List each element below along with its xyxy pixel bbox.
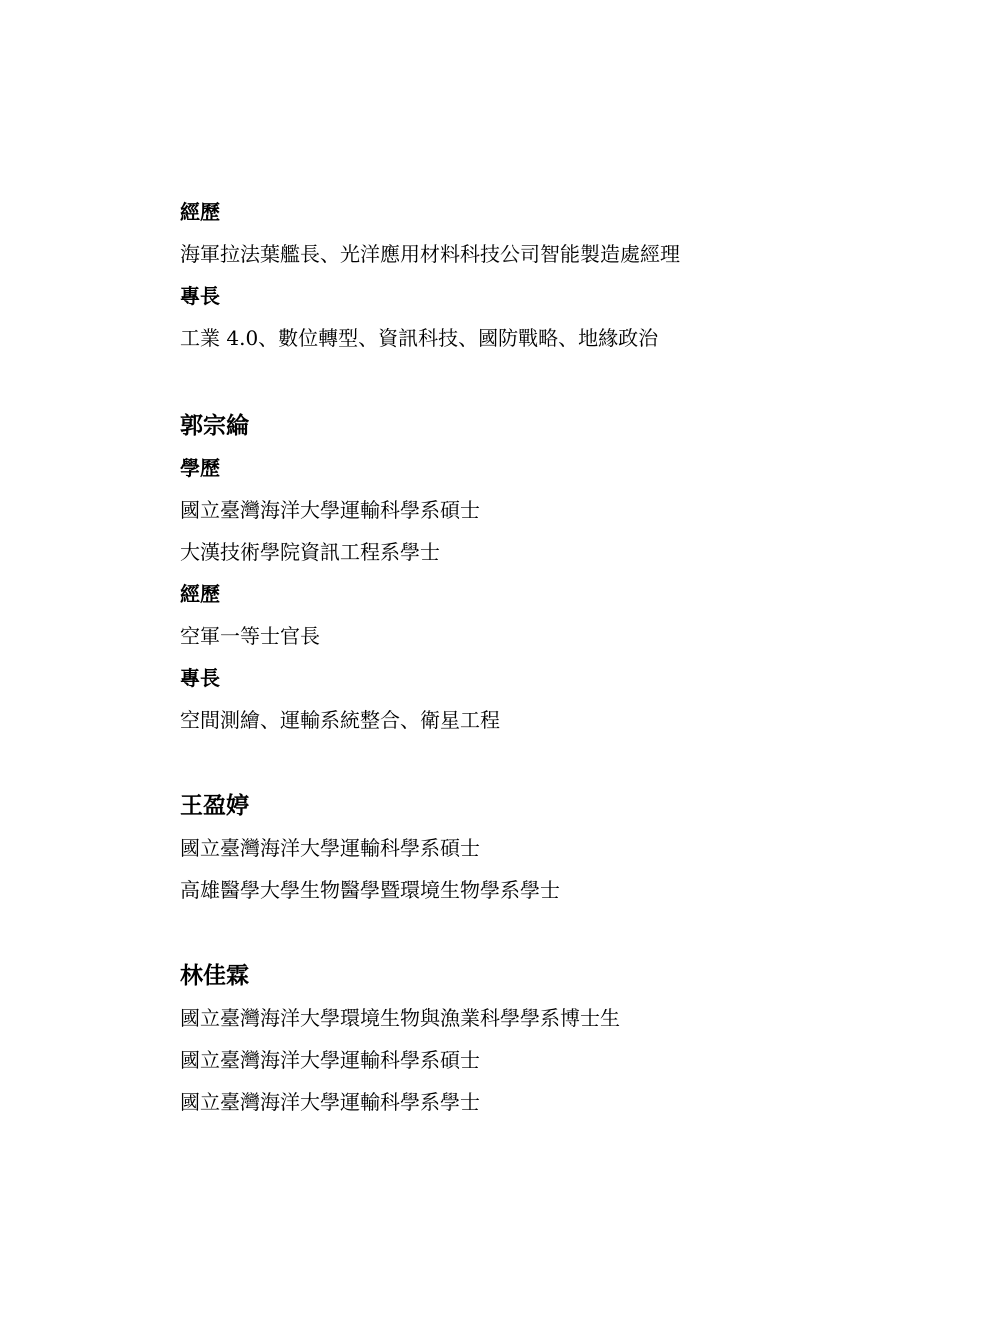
- section-spacer: [180, 920, 940, 962]
- section-spacer: [180, 750, 940, 792]
- document-page: [180, 200, 940, 1132]
- education-item: 國立臺灣海洋大學運輸科學系碩士: [180, 836, 480, 860]
- specialty-item: 工業 4.0、數位轉型、資訊科技、國防戰略、地緣政治: [180, 326, 659, 350]
- person-name-wang: 王盈婷: [180, 792, 249, 819]
- specialty-item: 空間測繪、運輸系統整合、衛星工程: [180, 708, 500, 732]
- education-heading: 學歷: [180, 456, 220, 480]
- experience-heading: 經歷: [180, 582, 220, 606]
- section-spacer: [180, 368, 940, 412]
- education-item: 國立臺灣海洋大學運輸科學系碩士: [180, 1048, 480, 1072]
- education-item: 國立臺灣海洋大學運輸科學系碩士: [180, 498, 480, 522]
- education-item: 國立臺灣海洋大學運輸科學系學士: [180, 1090, 480, 1114]
- person-name-kuo: 郭宗綸: [180, 412, 249, 439]
- specialty-heading: 專長: [180, 666, 220, 690]
- education-item: 國立臺灣海洋大學環境生物與漁業科學學系博士生: [180, 1006, 620, 1030]
- experience-item: 空軍一等士官長: [180, 624, 320, 648]
- experience-item: 海軍拉法葉艦長、光洋應用材料科技公司智能製造處經理: [180, 242, 680, 266]
- education-item: 高雄醫學大學生物醫學暨環境生物學系學士: [180, 878, 560, 902]
- specialty-heading: 專長: [180, 284, 220, 308]
- education-item: 大漢技術學院資訊工程系學士: [180, 540, 440, 564]
- person-name-lin: 林佳霖: [180, 962, 249, 989]
- experience-heading: 經歷: [180, 200, 220, 224]
